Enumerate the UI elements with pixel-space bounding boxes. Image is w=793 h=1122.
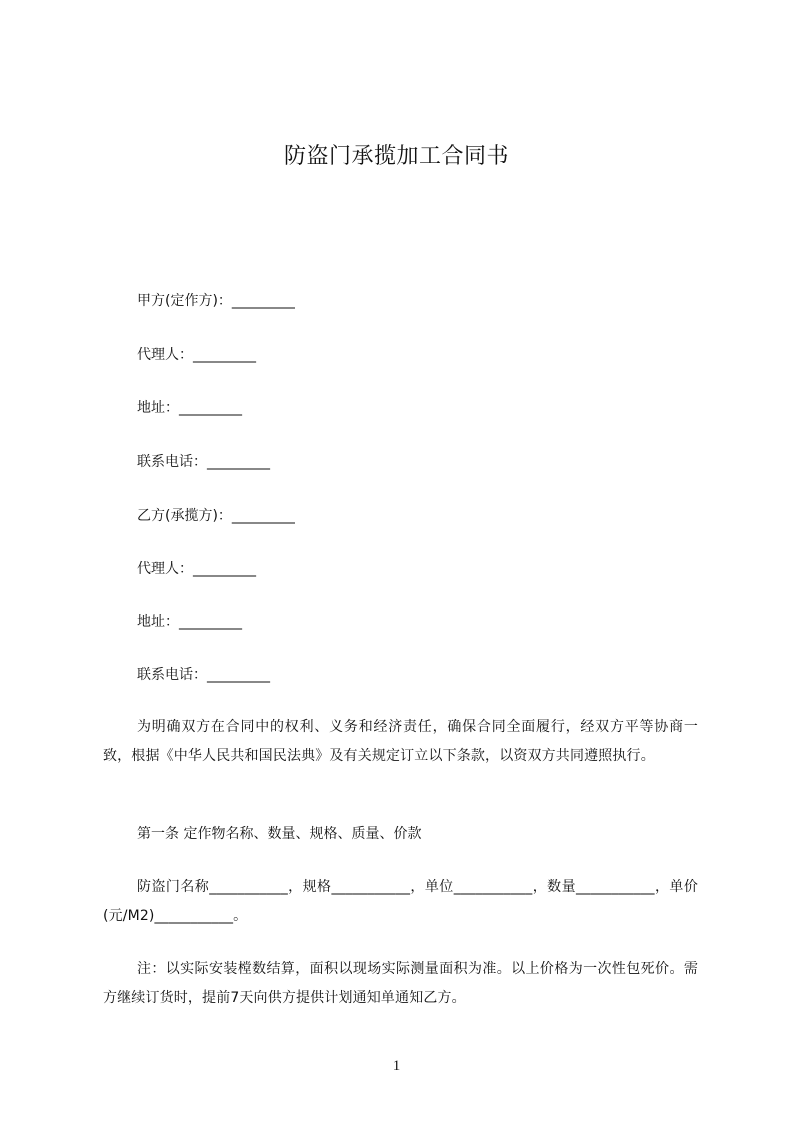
- page-number: 1: [392, 1058, 401, 1074]
- party-b-phone-field: 联系电话：_________: [137, 667, 270, 683]
- party-a-name-field: 甲方(定作方)：_________: [137, 293, 295, 309]
- item-specification-line: 防盗门名称___________，规格___________，单位___________，数量___________，单价(元/M2)___________。: [103, 879, 698, 924]
- party-a-agent-field: 代理人：_________: [137, 347, 256, 363]
- preamble-paragraph: 为明确双方在合同中的权利、义务和经济责任，确保合同全面履行，经双方平等协商一致，根据《中华人民共和国民法典》及有关规定订立以下条款，以资双方共同遵照执行。: [103, 719, 698, 764]
- party-a-phone-field: 联系电话：_________: [137, 454, 270, 470]
- party-b-agent-field: 代理人：_________: [137, 561, 256, 577]
- article-1-heading: 第一条 定作物名称、数量、规格、质量、价款: [137, 826, 422, 842]
- pricing-note-paragraph: 注：以实际安装樘数结算，面积以现场实际测量面积为准。以上价格为一次性包死价。需方继续订货时，提前7天向供方提供计划通知单通知乙方。: [103, 961, 698, 1006]
- document-title: 防盗门承揽加工合同书: [283, 144, 509, 169]
- party-b-name-field: 乙方(承揽方)：_________: [137, 508, 295, 524]
- party-b-address-field: 地址：_________: [137, 614, 242, 630]
- party-a-address-field: 地址：_________: [137, 400, 242, 416]
